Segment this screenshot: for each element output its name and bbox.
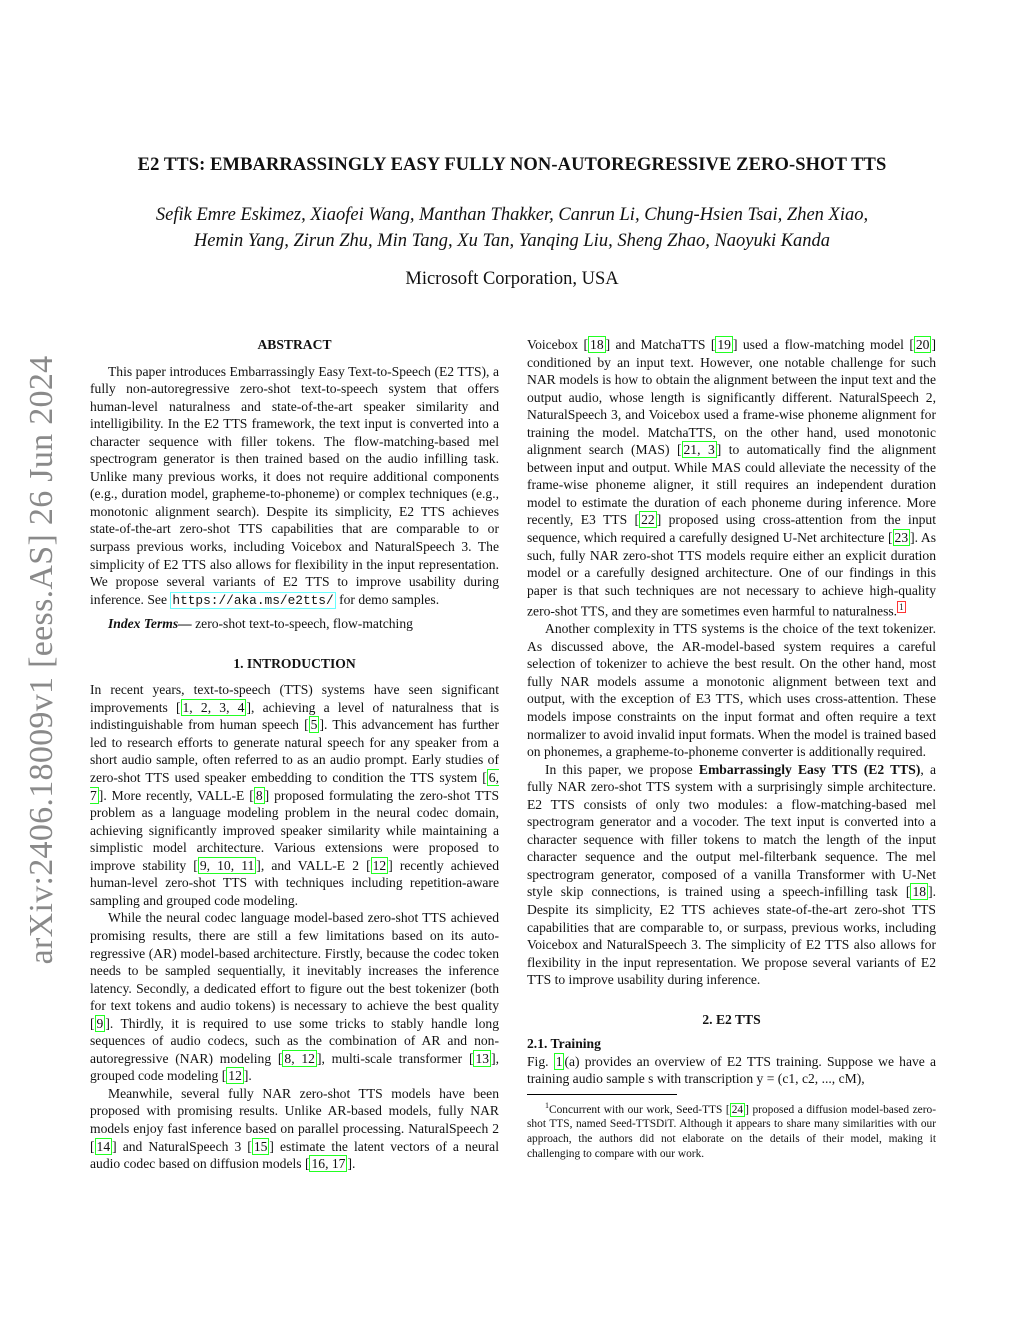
citation[interactable]: 20 (915, 337, 930, 352)
right-paragraph-4: Fig. 1 (a) provides an overview of E2 TTS training. Suppose we have a training audio sample s with transcription y = (c1, c2, ..., cM), (527, 1053, 936, 1087)
arxiv-sidebar (20, 340, 64, 980)
citation[interactable]: 12 (228, 1068, 242, 1084)
index-terms-text: zero-shot text-to-speech, flow-matching (195, 616, 413, 632)
citation[interactable]: 15 (253, 1138, 268, 1154)
authors-line-2: Hemin Yang, Zirun Zhu, Min Tang, Xu Tan, Yanqing Liu, Sheng Zhao, Naoyuki Kanda (193, 231, 831, 251)
right-column (527, 336, 936, 1161)
footnote-rule (527, 1094, 677, 1095)
citation[interactable]: 12 (372, 857, 387, 873)
citation[interactable]: 24 (731, 1103, 744, 1116)
citation[interactable]: 18 (912, 884, 927, 900)
index-terms-label: Index Terms— (108, 616, 192, 632)
figure-reference[interactable]: 1 (555, 1053, 563, 1069)
citation[interactable]: 18 (590, 337, 604, 352)
citation[interactable]: 13 (475, 1050, 490, 1066)
citation[interactable]: 14 (96, 1138, 111, 1154)
abstract-body: This paper introduces Embarrassingly Easy Text-to-Speech (E2 TTS), a fully non-autoregressive zero-shot text-to-speech system that offers human-level naturalness and state-of-the-art speaker similarity and intelligibility. In the E2 TTS framework, the text input is converted into a character sequence with filler tokens. The flow-matching-based mel spectrogram generator is then trained based on the audio infilling task. Unlike many previous works, it does not require additional components (e.g., duration model, grapheme-to-phoneme) or complex techniques (e.g., monotonic alignment search). Despite its simplicity, E2 TTS achieves state-of-the-art zero-shot TTS capabilities that are comparable to or surpass previous works, including Voicebox and NaturalSpeech 3. The simplicity of E2 TTS also allows for flexibility in the input representation. We propose several variants of E2 TTS to improve usability during inference. See https://aka.ms/e2tts/ for demo samples. (90, 363, 499, 608)
citation[interactable]: 8 (255, 787, 263, 803)
footnote-marker[interactable]: 1 (899, 602, 904, 613)
citation[interactable]: 5 (310, 717, 318, 733)
footnote: $^1$Concurrent with our work, Seed-TTS [ 24 ] proposed a diffusion model-based zero-shot TTS, named Seed-TTSDiT. Although it appears to share many similarities with our approach, the authors did not elaborate on the details of their model, making it challenging to compare with our work. (527, 1100, 936, 1160)
section-2-heading: 2. E2 TTS (702, 1011, 761, 1027)
intro-heading: 1. INTRODUCTION (233, 655, 356, 671)
subsection-2-1-heading: 2.1. Training (527, 1036, 601, 1052)
citation[interactable]: 8, 12 (284, 1050, 315, 1066)
paper-title: E2 TTS: EMBARRASSINGLY EASY FULLY NON-AUTOREGRESSIVE ZERO-SHOT TTS (137, 155, 887, 175)
abstract-heading: ABSTRACT (257, 337, 332, 352)
right-paragraph-2: Another complexity in TTS systems is the choice of the text tokenizer. As discussed above, the AR-model-based system requires a careful selection of tokenizer to achieve the best result. On the other hand, most fully NAR models assume a monotonic alignment between text and output, with the exception of E3 TTS, which uses cross-attention. These models impose constraints on the input format and often require a text normalizer to avoid invalid input formats. When the model is trained based on phonemes, a grapheme-to-phoneme converter is additionally required. (527, 621, 936, 760)
citation[interactable]: 16, 17 (311, 1156, 346, 1172)
citation[interactable]: 1, 2, 3, 4 (182, 699, 245, 715)
citation[interactable]: 19 (717, 337, 731, 352)
right-paragraph-1: Voicebox [ 18 ] and MatchaTTS [ 19 ] used a flow-matching model [ 20 ] conditioned by an input text. However, one notable challenge for such NAR models is how to obtain the alignment between the input text and the output audio, whose length is significantly different. NaturalSpeech 2, NaturalSpeech 3, and Voicebox used a frame-wise phoneme alignment for training the model. MatchaTTS, on the other hand, used monotonic alignment search (MAS) [ 21, 3 ] to automatically find the alignment between input and output. While MAS could alleviate the necessity of the frame-wise phoneme aligner, it still requires an independent duration model to estimate the duration of each phoneme during inference. More recently, E3 TTS [ 22 ] proposed using cross-attention from the input sequence, which required a carefully designed U-Net architecture [ 23 ]. As such, fully NAR zero-shot TTS models require either an explicit duration model or a carefully designed architecture. One of our findings in this paper is that such techniques are not necessary to achieve high-quality zero-shot TTS, and they are sometimes even harmful to naturalness. $^1$ (527, 337, 936, 619)
authors-line-1: Sefik Emre Eskimez, Xiaofei Wang, Manthan Thakker, Canrun Li, Chung-Hsien Tsai, Zhen Xiao, (155, 205, 869, 225)
citation[interactable]: 9, 10, 11 (199, 857, 255, 873)
citation[interactable]: 22 (641, 512, 655, 528)
arxiv-identifier: arXiv:2406.18009v1 [eess.AS] 26 Jun 2024 (23, 355, 60, 965)
citation[interactable]: 23 (894, 530, 909, 546)
affiliation: Microsoft Corporation, USA (405, 269, 619, 289)
right-paragraph-3: In this paper, we propose Embarrassingly Easy TTS (E2 TTS), a fully NAR zero-shot TTS system with a surprisingly simple architecture. E2 TTS consists of only two modules: a flow-matching-based mel spectrogram generator and a vocoder. The text input is converted into a character sequence with filler tokens to match the length of the input character sequence and the output mel-filterbank sequence. The mel spectrogram generator, composed of a vanilla Transformer with U-Net style skip connections, is trained using a speech-infilling task [ 18 ]. Despite its simplicity, E2 TTS achieves state-of-the-art zero-shot TTS capabilities that are comparable to, or surpass, previous works, including Voicebox and NaturalSpeech 3. The simplicity of E2 TTS also allows for flexibility in the input representation. We propose several variants of E2 TTS to improve usability during inference. (527, 761, 936, 988)
author-list (100, 202, 924, 254)
intro-paragraph-1: In recent years, text-to-speech (TTS) systems have seen significant improvements [ 1, 2, 3, 4 ], achieving a level of naturalness that is indistinguishable from human speech [ 5 ]. This advancement has further led to research efforts to generate natural speech for any speaker from a short audio sample, often referred to as an audio prompt. Early studies of zero-shot TTS used speaker embedding to condition the TTS system [ 6, 7 ]. More recently, VALL-E [ 8 ] proposed formulating the zero-shot TTS problem as a language modeling problem in the neural codec domain, achieving significantly improved speaker similarity while maintaining a simplistic model architecture. Various extensions were proposed to improve stability [ 9, 10, 11 ], and VALL-E 2 [ 12 ] recently achieved human-level zero-shot TTS with techniques including repetition-aware sampling and grouped code modeling. (90, 682, 500, 908)
citation[interactable]: 6, 7 (90, 770, 499, 803)
citation[interactable]: 21, 3 (683, 442, 715, 458)
demo-link[interactable]: https://aka.ms/e2tts/ (172, 592, 334, 608)
intro-paragraph-2: While the neural codec language model-based zero-shot TTS achieved promising results, there are still a few limitations based on its auto-regressive (AR) model-based architecture. Firstly, because the codec token needs to be sampled sequentially, it inevitably increases the inference latency. Secondly, a dedicated effort to figure out the best tokenizer (both for text tokens and audio tokens) is necessary to achieve the best quality [ 9 ]. Thirdly, it is required to use some tricks to stably handle long sequences of audio codecs, such as the combination of AR and non-autoregressive (NAR) modeling [ 8, 12 ], multi-scale transformer [ 13 ], grouped code modeling [ 12 ]. (90, 910, 500, 1084)
index-terms (90, 615, 499, 633)
intro-paragraph-3: Meanwhile, several fully NAR zero-shot TTS models have been proposed with promising results. Unlike AR-based models, fully NAR models enjoy fast inference based on parallel processing. NaturalSpeech 2 [ 14 ] and NaturalSpeech 3 [ 15 ] estimate the latent vectors of a neural audio codec based on diffusion models [ 16, 17 ]. (90, 1085, 499, 1172)
citation[interactable]: 9 (96, 1015, 104, 1031)
left-column (90, 336, 499, 1173)
